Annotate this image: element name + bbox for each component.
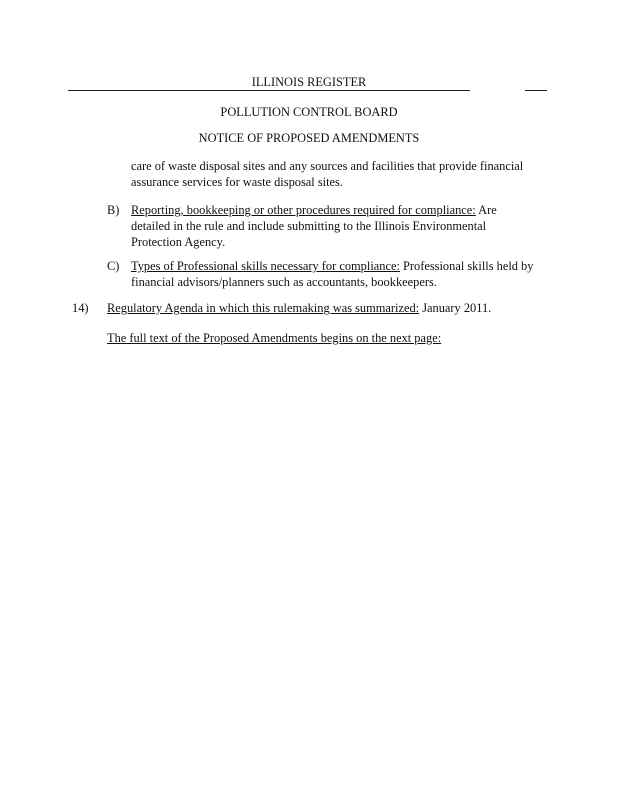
header-rule-middle: [180, 90, 470, 91]
item-14-heading: Regulatory Agenda in which this rulemaking was summarized:: [107, 301, 420, 315]
register-title: ILLINOIS REGISTER: [251, 75, 367, 89]
item-b-marker: B): [107, 203, 120, 217]
header-rule-right: [525, 90, 547, 91]
item-b-heading: Reporting, bookkeeping or other procedures required for compliance:: [131, 203, 476, 217]
item-c-text: Professional skills held by financial advisors/planners such as accountants, bookkeepers.: [131, 259, 534, 289]
agency-title: POLLUTION CONTROL BOARD: [220, 105, 398, 119]
item-c-heading: Types of Professional skills necessary for compliance:: [131, 259, 400, 273]
item-c-paragraph: [131, 258, 547, 290]
item-14-paragraph: [107, 300, 547, 316]
item-b-paragraph: [131, 202, 527, 250]
item-b-text: Are detailed in the rule and include submitting to the Illinois Environmental Protection Agency.: [131, 203, 497, 249]
notice-title: NOTICE OF PROPOSED AMENDMENTS: [198, 131, 420, 145]
item-c-marker: C): [107, 259, 120, 273]
continued-paragraph: care of waste disposal sites and any sources and facilities that provide financial assurance services for waste disposal sites.: [131, 159, 524, 189]
item-14-text: January 2011.: [419, 301, 492, 315]
closing-line: The full text of the Proposed Amendments begins on the next page:: [107, 331, 442, 345]
header-rule-left: [68, 90, 180, 91]
item-14-marker: 14): [72, 301, 89, 315]
